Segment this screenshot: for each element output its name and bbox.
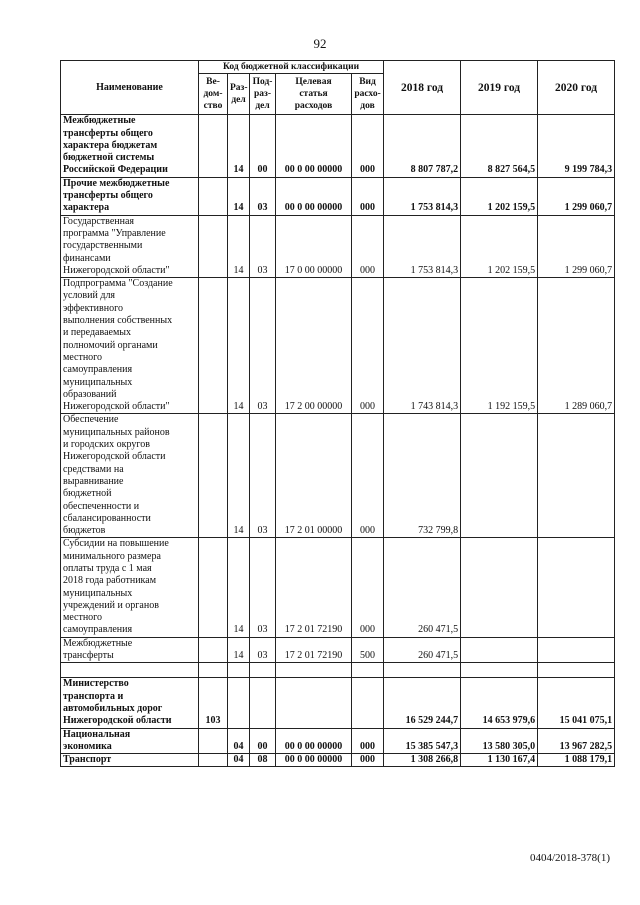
row-podrazdel <box>250 678 276 728</box>
row-2020 <box>538 538 615 637</box>
row-2019: 1 202 159,5 <box>461 177 538 215</box>
table-row <box>61 728 615 754</box>
row-target: 00 0 00 00000 <box>276 728 352 754</box>
row-expense-type: 000 <box>352 115 384 177</box>
row-target: 17 2 01 00000 <box>276 414 352 538</box>
row-2020: 1 299 060,7 <box>538 177 615 215</box>
row-razdel: 14 <box>228 177 250 215</box>
document-code: 0404/2018-378(1) <box>529 852 610 864</box>
page-number: 92 <box>313 36 327 51</box>
row-2018: 1 308 266,8 <box>384 754 461 767</box>
row-target: 17 0 00 00000 <box>276 215 352 277</box>
row-vedomstvo <box>199 728 228 754</box>
row-expense-type <box>352 678 384 728</box>
row-vedomstvo <box>199 177 228 215</box>
row-name: Национальная экономика <box>61 728 199 754</box>
row-podrazdel: 03 <box>250 538 276 637</box>
row-2020 <box>538 414 615 538</box>
row-2020: 1 299 060,7 <box>538 215 615 277</box>
row-name: Межбюджетные трансферты <box>61 637 199 663</box>
row-podrazdel: 00 <box>250 728 276 754</box>
row-target: 00 0 00 00000 <box>276 177 352 215</box>
row-2019: 1 192 159,5 <box>461 278 538 414</box>
row-2019: 8 827 564,5 <box>461 115 538 177</box>
header-razdel: Раз- дел <box>228 74 250 115</box>
row-podrazdel: 03 <box>250 637 276 663</box>
row-2020: 15 041 075,1 <box>538 678 615 728</box>
row-razdel: 14 <box>228 115 250 177</box>
row-razdel: 04 <box>228 754 250 767</box>
row-target: 17 2 01 72190 <box>276 538 352 637</box>
row-podrazdel: 03 <box>250 177 276 215</box>
row-2020: 9 199 784,3 <box>538 115 615 177</box>
row-2019: 1 202 159,5 <box>461 215 538 277</box>
table-row <box>61 538 615 637</box>
empty-row <box>61 663 615 678</box>
row-2018: 732 799,8 <box>384 414 461 538</box>
row-target <box>276 678 352 728</box>
budget-table <box>60 60 615 767</box>
table-row <box>61 215 615 277</box>
header-expense-type: Вид расхо- дов <box>352 74 384 115</box>
row-2019: 14 653 979,6 <box>461 678 538 728</box>
row-2019 <box>461 538 538 637</box>
row-2020 <box>538 637 615 663</box>
row-podrazdel: 08 <box>250 754 276 767</box>
header-vedomstvo: Ве- дом- ство <box>199 74 228 115</box>
header-2020: 2020 год <box>538 61 615 115</box>
row-vedomstvo <box>199 538 228 637</box>
table-row <box>61 278 615 414</box>
row-vedomstvo <box>199 414 228 538</box>
row-razdel: 04 <box>228 728 250 754</box>
row-2018: 15 385 547,3 <box>384 728 461 754</box>
row-razdel: 14 <box>228 414 250 538</box>
table-row <box>61 637 615 663</box>
row-name: Межбюджетные трансферты общего характера бюджетам бюджетной системы Российской Федерации <box>61 115 199 177</box>
row-target: 17 2 01 72190 <box>276 637 352 663</box>
row-2020: 1 289 060,7 <box>538 278 615 414</box>
row-podrazdel: 03 <box>250 414 276 538</box>
row-razdel: 14 <box>228 278 250 414</box>
row-name: Транспорт <box>61 754 199 767</box>
row-vedomstvo <box>199 278 228 414</box>
row-name: Министерство транспорта и автомобильных дорог Нижегородской области <box>61 678 199 728</box>
row-expense-type: 000 <box>352 278 384 414</box>
table-row <box>61 177 615 215</box>
row-target: 00 0 00 00000 <box>276 754 352 767</box>
row-target: 17 2 00 00000 <box>276 278 352 414</box>
row-vedomstvo <box>199 215 228 277</box>
row-name: Обеспечение муниципальных районов и городских округов Нижегородской области средствами на выравнивание бюджетной обеспеченности и сбалансированности бюджетов <box>61 414 199 538</box>
row-expense-type: 000 <box>352 728 384 754</box>
row-expense-type: 500 <box>352 637 384 663</box>
row-razdel: 14 <box>228 637 250 663</box>
row-name: Прочие межбюджетные трансферты общего характера <box>61 177 199 215</box>
row-2019: 1 130 167,4 <box>461 754 538 767</box>
row-2020: 1 088 179,1 <box>538 754 615 767</box>
row-podrazdel: 03 <box>250 278 276 414</box>
row-razdel <box>228 678 250 728</box>
row-2020: 13 967 282,5 <box>538 728 615 754</box>
header-2018: 2018 год <box>384 61 461 115</box>
table-row <box>61 678 615 728</box>
row-2018: 260 471,5 <box>384 637 461 663</box>
row-2018: 260 471,5 <box>384 538 461 637</box>
row-name: Подпрограмма "Создание условий для эффективного выполнения собственных и передаваемых полномочий органами местного самоуправления муниципальных образований Нижегородской области" <box>61 278 199 414</box>
row-2019 <box>461 637 538 663</box>
table-row <box>61 115 615 177</box>
row-2018: 8 807 787,2 <box>384 115 461 177</box>
table-row <box>61 414 615 538</box>
header-target: Целевая статья расходов <box>276 74 352 115</box>
row-2018: 1 743 814,3 <box>384 278 461 414</box>
row-expense-type: 000 <box>352 538 384 637</box>
row-expense-type: 000 <box>352 754 384 767</box>
row-2019: 13 580 305,0 <box>461 728 538 754</box>
row-vedomstvo: 103 <box>199 678 228 728</box>
row-podrazdel: 00 <box>250 115 276 177</box>
header-2019: 2019 год <box>461 61 538 115</box>
row-2018: 1 753 814,3 <box>384 215 461 277</box>
header-name: Наименование <box>61 61 199 115</box>
row-name: Государственная программа "Управление государственными финансами Нижегородской области" <box>61 215 199 277</box>
row-vedomstvo <box>199 637 228 663</box>
header-podrazdel: Под- раз- дел <box>250 74 276 115</box>
row-podrazdel: 03 <box>250 215 276 277</box>
row-2018: 16 529 244,7 <box>384 678 461 728</box>
row-razdel: 14 <box>228 215 250 277</box>
row-vedomstvo <box>199 754 228 767</box>
row-expense-type: 000 <box>352 414 384 538</box>
row-2018: 1 753 814,3 <box>384 177 461 215</box>
header-code-group: Код бюджетной классификации <box>199 61 384 74</box>
table-row <box>61 754 615 767</box>
row-target: 00 0 00 00000 <box>276 115 352 177</box>
row-expense-type: 000 <box>352 215 384 277</box>
row-vedomstvo <box>199 115 228 177</box>
row-name: Субсидии на повышение минимального размера оплаты труда с 1 мая 2018 года работникам муниципальных учреждений и органов местного самоуправления <box>61 538 199 637</box>
row-2019 <box>461 414 538 538</box>
row-razdel: 14 <box>228 538 250 637</box>
row-expense-type: 000 <box>352 177 384 215</box>
